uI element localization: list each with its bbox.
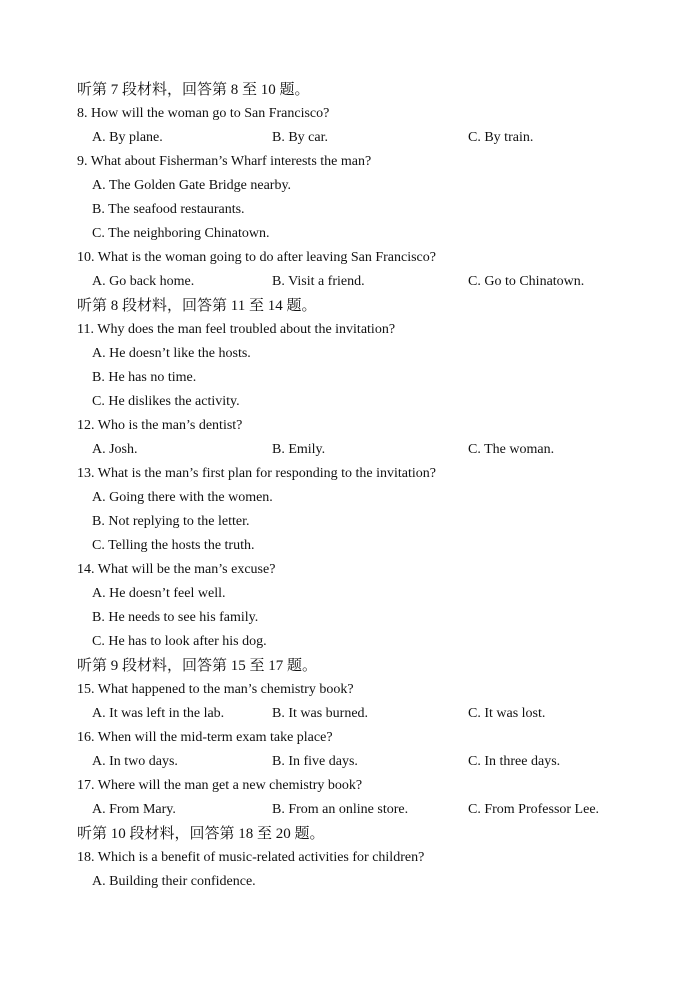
option-c: C. In three days. [468,754,561,769]
question: 13. What is the man’s first plan for responding to the invitation? [77,466,437,481]
option-a: A. He doesn’t feel well. [92,586,226,601]
option-c: C. He dislikes the activity. [92,394,240,409]
option-c: C. He has to look after his dog. [92,634,267,649]
option-a: A. The Golden Gate Bridge nearby. [92,178,292,193]
option-row [92,798,696,822]
option-a: A. It was left in the lab. [92,706,225,721]
option-row [92,270,696,294]
question: 12. Who is the man’s dentist? [77,418,243,433]
option-c: C. It was lost. [468,706,546,721]
option-row [92,702,696,726]
option-a: A. Going there with the women. [92,490,273,505]
option-c: C. The neighboring Chinatown. [92,226,270,241]
question: 18. Which is a benefit of music-related activities for children? [77,850,425,865]
option-row [92,750,696,774]
section-heading: 听第 8 段材料，回答第 11 至 14 题。 [77,298,317,314]
option-a: A. He doesn’t like the hosts. [92,346,251,361]
option-a: A. Building their confidence. [92,874,256,889]
question: 17. Where will the man get a new chemistry book? [77,778,363,793]
option-a: A. Josh. [92,442,138,457]
option-b: B. It was burned. [272,706,369,721]
question: 16. When will the mid-term exam take place? [77,730,333,745]
question: 11. Why does the man feel troubled about the invitation? [77,322,396,337]
question: 10. What is the woman going to do after leaving San Francisco? [77,250,436,265]
option-b: B. Visit a friend. [272,274,365,289]
section-heading: 听第 9 段材料，回答第 15 至 17 题。 [77,658,318,674]
option-b: B. From an online store. [272,802,409,817]
option-b: B. Not replying to the letter. [92,514,250,529]
option-b: B. Emily. [272,442,326,457]
option-b: B. In five days. [272,754,358,769]
option-a: A. Go back home. [92,274,195,289]
option-a: A. By plane. [92,130,163,145]
option-row [92,126,696,150]
option-b: B. He has no time. [92,370,197,385]
option-c: C. By train. [468,130,534,145]
question: 14. What will be the man’s excuse? [77,562,276,577]
option-c: C. From Professor Lee. [468,802,600,817]
option-b: B. The seafood restaurants. [92,202,245,217]
option-a: A. In two days. [92,754,178,769]
question: 8. How will the woman go to San Francisco? [77,106,330,121]
option-a: A. From Mary. [92,802,176,817]
question: 15. What happened to the man’s chemistry book? [77,682,354,697]
option-c: C. The woman. [468,442,555,457]
question: 9. What about Fisherman’s Wharf interests the man? [77,154,372,169]
option-c: C. Telling the hosts the truth. [92,538,255,553]
option-c: C. Go to Chinatown. [468,274,585,289]
option-row [92,438,696,462]
section-heading: 听第 7 段材料，回答第 8 至 10 题。 [77,82,310,98]
section-heading: 听第 10 段材料，回答第 18 至 20 题。 [77,826,325,842]
option-b: B. He needs to see his family. [92,610,259,625]
option-b: B. By car. [272,130,328,145]
